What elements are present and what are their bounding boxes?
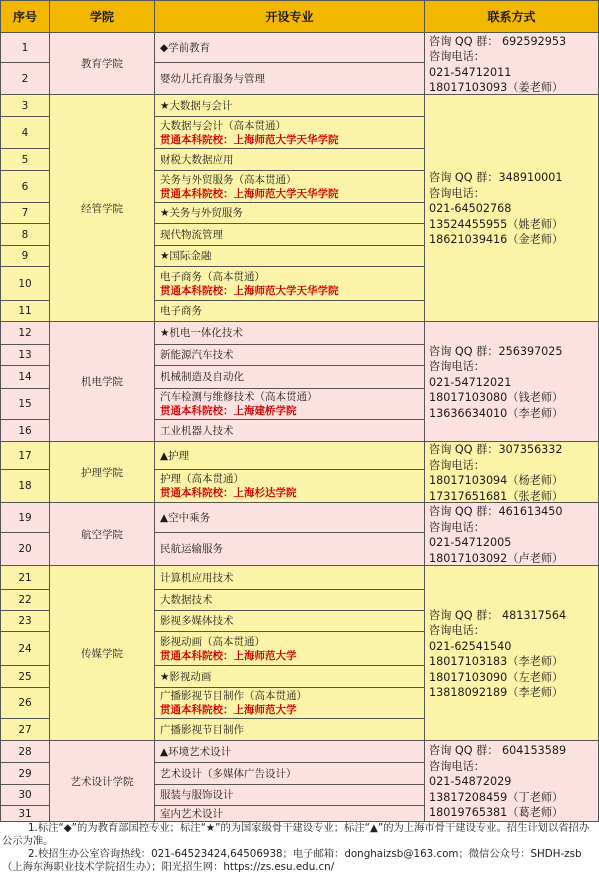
college-name: 护理学院 [50, 442, 155, 503]
row-number: 23 [0, 611, 50, 632]
college-name: 教育学院 [50, 33, 155, 95]
major-cell [155, 301, 425, 322]
header-major: 开设专业 [155, 0, 425, 33]
row-number: 10 [0, 267, 50, 301]
major-cell [155, 442, 425, 470]
contact-line: 咨询电话： [429, 360, 485, 374]
major-name: ▲环境艺术设计 [160, 745, 232, 758]
partner-university: 贯通本科院校：上海建桥学院 [160, 405, 297, 417]
major-name: ★机电一体化技术 [160, 327, 243, 339]
partner-university: 贯通本科院校：上海师范大学 [160, 649, 297, 662]
row-number: 28 [0, 741, 50, 763]
header-college: 学院 [50, 0, 155, 33]
contact-line: 13817208459（丁老师） [429, 790, 564, 804]
college-name: 机电学院 [50, 322, 155, 442]
major-cell [155, 719, 425, 741]
contact-line: 021-54712021 [429, 375, 512, 389]
major-name: 民航运输服务 [160, 543, 223, 555]
major-name: 广播影视节目制作（高本贯通） [160, 690, 307, 702]
row-number: 29 [0, 763, 50, 785]
major-name: 财税大数据应用 [160, 153, 234, 166]
row-number: 13 [0, 345, 50, 366]
major-cell [155, 345, 425, 366]
row-number: 7 [0, 203, 50, 224]
contact-line: 021-54872029 [429, 775, 512, 789]
major-name: ▲护理 [160, 449, 190, 462]
major-name: 艺术设计（多媒体广告设计） [160, 767, 297, 780]
college-name: 艺术设计学院 [50, 741, 155, 822]
contact-line: 18017103094（杨老师） [429, 474, 564, 487]
major-cell [155, 632, 425, 666]
major-cell [155, 33, 425, 63]
major-name: ★大数据与会计 [160, 99, 233, 112]
major-cell [155, 389, 425, 420]
major-cell [155, 566, 425, 590]
row-number: 26 [0, 688, 50, 719]
major-cell [155, 666, 425, 688]
row-number: 1 [0, 33, 50, 63]
contact-line: 13524455955（姚老师） [429, 217, 564, 231]
contact-info [425, 33, 599, 95]
contact-line: 咨询电话： [429, 50, 485, 63]
contact-line: 18621039416（金老师） [429, 233, 564, 247]
contact-line: 咨询 QQ 群：348910001 [429, 171, 563, 185]
major-name: 大数据技术 [160, 594, 213, 606]
row-number: 2 [0, 63, 50, 95]
row-number: 11 [0, 301, 50, 322]
major-cell [155, 203, 425, 224]
row-number: 16 [0, 420, 50, 442]
contact-line: 021-54712011 [429, 65, 512, 79]
contact-line: 13636634010（李老师） [429, 406, 564, 420]
major-cell [155, 611, 425, 632]
major-name: 影视多媒体技术 [160, 615, 234, 627]
row-number: 31 [0, 806, 50, 822]
contact-info [425, 503, 599, 566]
partner-university: 贯通本科院校：上海师范大学 [160, 704, 297, 716]
contact-line: 021-64502768 [429, 202, 512, 216]
row-number: 25 [0, 666, 50, 688]
contact-line: 咨询电话： [429, 759, 485, 773]
row-number: 8 [0, 224, 50, 246]
major-cell [155, 533, 425, 566]
college-name: 传媒学院 [50, 566, 155, 741]
contact-line: 18017103092（卢老师） [429, 551, 564, 565]
major-cell [155, 171, 425, 203]
major-cell [155, 806, 425, 822]
row-number: 4 [0, 117, 50, 149]
contact-info [425, 95, 599, 322]
major-cell [155, 63, 425, 95]
header-num: 序号 [0, 0, 50, 33]
major-cell [155, 741, 425, 763]
contact-line: 18017103080（钱老师） [429, 391, 564, 405]
partner-university: 贯通本科院校：上海杉达学院 [160, 487, 297, 499]
major-name: 影视动画（高本贯通） [160, 635, 265, 648]
major-cell [155, 267, 425, 301]
contact-line: 13818092189（李老师） [429, 686, 564, 699]
row-number: 14 [0, 366, 50, 389]
major-cell [155, 420, 425, 442]
row-number: 12 [0, 322, 50, 345]
contact-line: 18017103093（姜老师） [429, 81, 564, 94]
row-number: 9 [0, 246, 50, 267]
major-name: 工业机器人技术 [160, 424, 234, 437]
contact-line: 18017103183（李老师） [429, 655, 564, 668]
row-number: 19 [0, 503, 50, 533]
contact-line: 咨询 QQ 群：307356332 [429, 443, 563, 456]
row-number: 6 [0, 171, 50, 203]
row-number: 27 [0, 719, 50, 741]
row-number: 24 [0, 632, 50, 666]
row-number: 20 [0, 533, 50, 566]
major-name: ★影视动画 [160, 670, 212, 683]
major-cell [155, 117, 425, 149]
contact-line: 咨询 QQ 群： 481317564 [429, 608, 567, 622]
major-name: 婴幼儿托育服务与管理 [160, 72, 265, 85]
major-cell [155, 224, 425, 246]
contact-line: 021-54712005 [429, 536, 512, 549]
major-cell [155, 366, 425, 389]
major-name: 电子商务 [160, 305, 202, 317]
row-number: 22 [0, 590, 50, 611]
major-name: 现代物流管理 [160, 228, 223, 241]
row-number: 17 [0, 442, 50, 470]
major-cell [155, 470, 425, 503]
contact-line: 咨询 QQ 群： 692592953 [429, 34, 567, 48]
contact-line: 咨询电话： [429, 186, 485, 200]
major-name: 机械制造及自动化 [160, 371, 244, 383]
major-cell [155, 688, 425, 719]
major-cell [155, 763, 425, 785]
partner-university: 贯通本科院校：上海师范大学天华学院 [160, 187, 339, 200]
college-name: 航空学院 [50, 503, 155, 566]
row-number: 30 [0, 785, 50, 806]
row-number: 18 [0, 470, 50, 503]
row-number: 21 [0, 566, 50, 590]
major-name: ▲空中乘务 [160, 511, 211, 524]
major-name: ★关务与外贸服务 [160, 207, 243, 219]
contact-info [425, 566, 599, 741]
note-line: 2.校招生办公室咨询热线：021-64523424,64506938；电子邮箱：donghaizsb@163.com；微信公众号：SHDH-zsb（上海东海职业技术学院招生办）；阳光招生网：https://zs.esu.edu.cn/ [2, 848, 582, 873]
major-cell [155, 246, 425, 267]
note-line: 1.标注“◆”的为教育部国控专业；标注“★”的为国家级骨干建设专业；标注“▲”的为上海市骨干建设专业。招生计划以省招办公示为准。 [2, 822, 590, 847]
major-name: 关务与外贸服务（高本贯通） [160, 173, 297, 186]
header-contact: 联系方式 [425, 0, 599, 33]
partner-university: 贯通本科院校：上海师范大学天华学院 [160, 284, 339, 297]
major-name: ◆学前教育 [160, 41, 211, 54]
contact-line: 咨询 QQ 群：461613450 [429, 505, 563, 518]
partner-university: 贯通本科院校：上海师范大学天华学院 [160, 133, 339, 146]
major-cell [155, 503, 425, 533]
contact-line: 咨询电话： [429, 458, 485, 472]
major-name: 电子商务（高本贯通） [160, 270, 265, 283]
contact-line: 021-62541540 [429, 639, 512, 653]
major-name: 汽车检测与维修技术（高本贯通） [160, 391, 318, 403]
major-cell [155, 322, 425, 345]
contact-line: 17317651681（张老师） [429, 489, 564, 503]
contact-line: 咨询电话： [429, 520, 485, 534]
contact-info [425, 741, 599, 822]
major-name: 服装与服饰设计 [160, 789, 234, 801]
contact-line: 咨询电话： [429, 624, 485, 637]
major-name: 护理（高本贯通） [160, 473, 244, 485]
contact-info [425, 442, 599, 503]
major-name: 大数据与会计（高本贯通） [160, 119, 286, 132]
major-name: 新能源汽车技术 [160, 349, 234, 361]
contact-info [425, 322, 599, 442]
major-name: 计算机应用技术 [160, 571, 234, 584]
major-cell [155, 785, 425, 806]
row-number: 15 [0, 389, 50, 420]
major-cell [155, 149, 425, 171]
footnotes [0, 822, 599, 874]
major-cell [155, 95, 425, 117]
major-name: 室内艺术设计 [160, 807, 223, 820]
row-number: 3 [0, 95, 50, 117]
major-name: ★国际金融 [160, 250, 212, 262]
contact-line: 18019765381（葛老师） [429, 806, 564, 820]
row-number: 5 [0, 149, 50, 171]
contact-line: 18017103090（左老师） [429, 670, 564, 684]
college-name: 经管学院 [50, 95, 155, 322]
major-name: 广播影视节目制作 [160, 723, 244, 736]
contact-line: 咨询 QQ 群： 604153589 [429, 744, 567, 758]
contact-line: 咨询 QQ 群：256397025 [429, 344, 563, 358]
major-cell [155, 590, 425, 611]
